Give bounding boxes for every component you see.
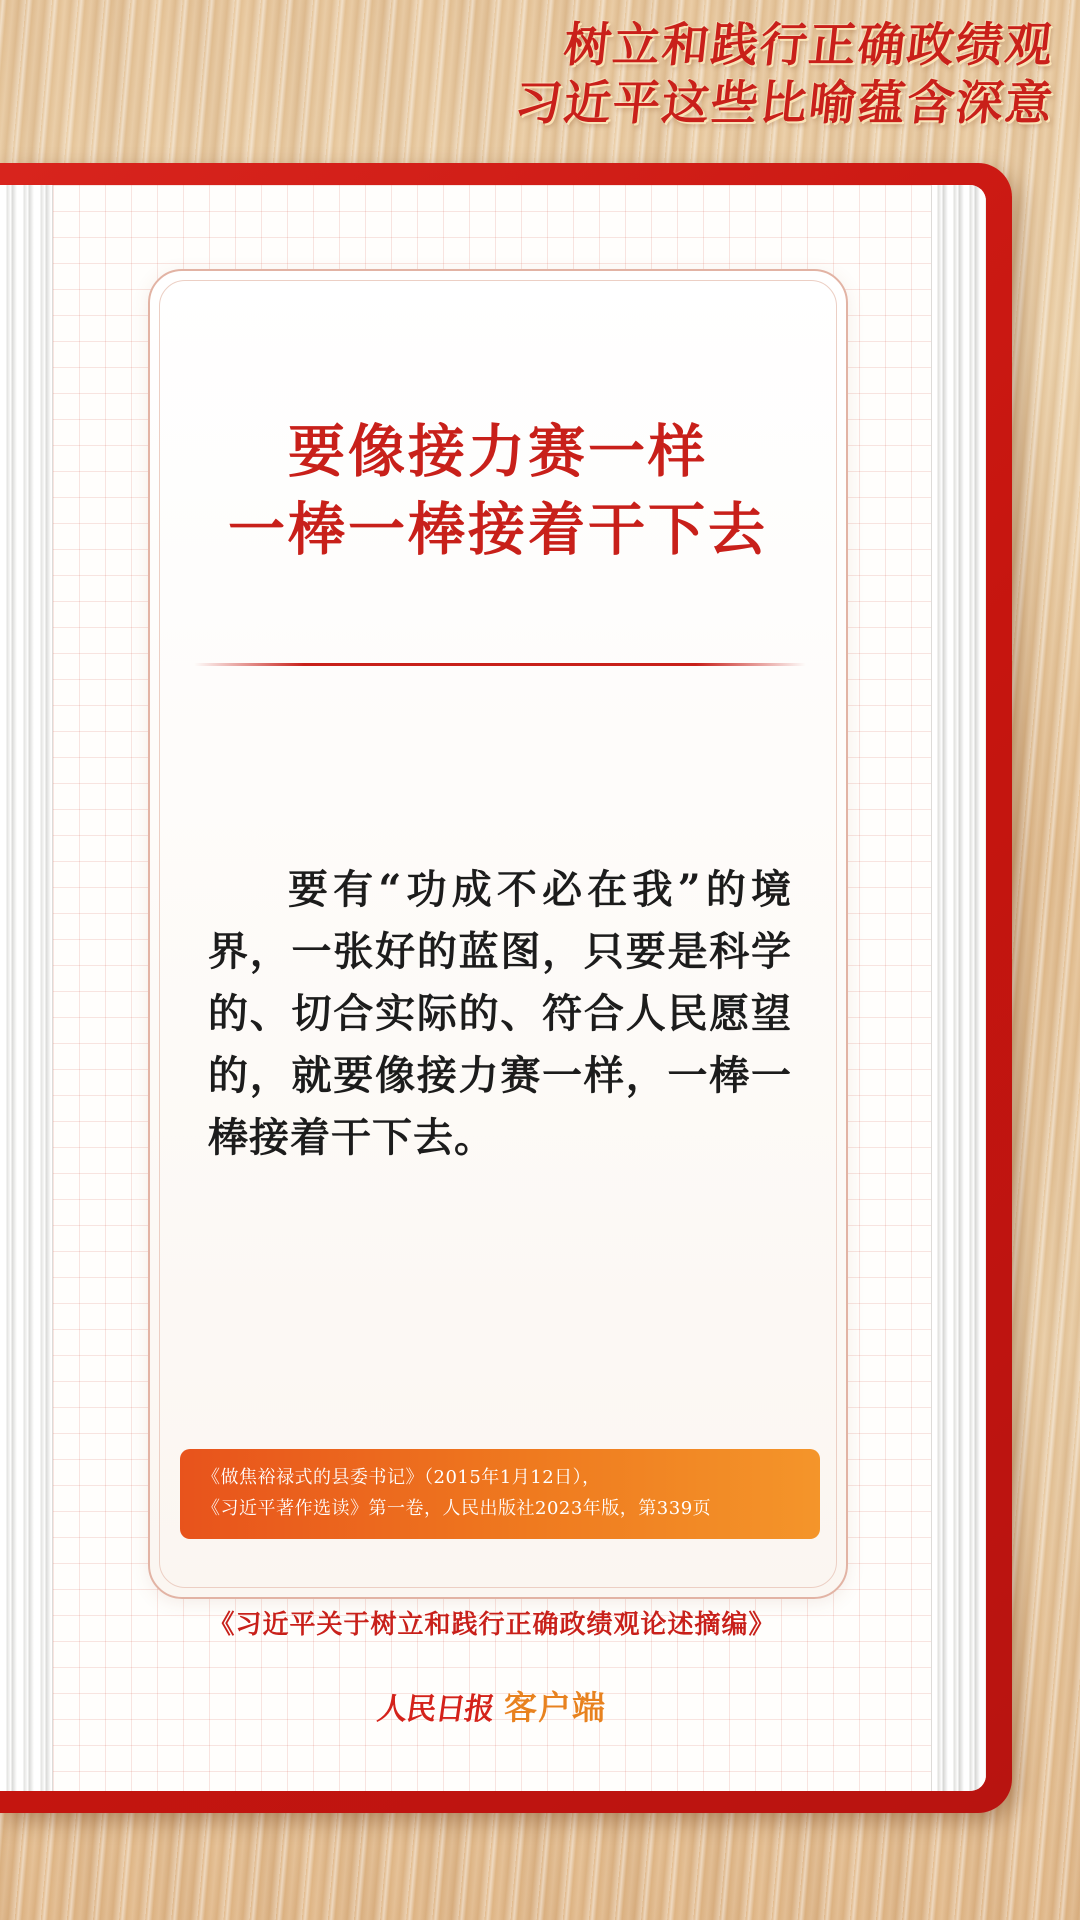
footnote-book-title: 《习近平关于树立和践行正确政绩观论述摘编》 bbox=[208, 1610, 776, 1640]
headline-divider bbox=[194, 663, 806, 666]
card-headline bbox=[150, 413, 846, 569]
source-citation bbox=[180, 1449, 820, 1539]
header-title-line-1: 树立和践行正确政绩观 bbox=[561, 18, 1057, 73]
poster-header bbox=[354, 0, 1057, 150]
page-edge-left bbox=[0, 185, 53, 1791]
source-citation-line-1: 《做焦裕禄式的县委书记》（2015年1月12日）， bbox=[202, 1467, 601, 1488]
publisher-logo bbox=[53, 1682, 931, 1729]
card-headline-line-2: 一棒一棒接着干下去 bbox=[228, 496, 768, 563]
page-edge-right bbox=[931, 185, 986, 1791]
paper-stack bbox=[0, 185, 986, 1791]
card-headline-line-1: 要像接力赛一样 bbox=[288, 418, 708, 485]
source-citation-line-2: 《习近平著作选读》第一卷，人民出版社2023年版，第339页 bbox=[202, 1498, 712, 1519]
red-frame bbox=[0, 163, 1012, 1813]
header-title-line-2: 习近平这些比喻蕴含深意 bbox=[512, 76, 1057, 131]
peoples-daily-logo-mark: 人民日报 bbox=[375, 1691, 496, 1727]
quote-text: 要有“功成不必在我”的境界，一张好的蓝图，只要是科学的、切合实际的、符合人民愿望的，就要像接力赛一样，一棒一棒接着干下去。 bbox=[208, 866, 792, 1161]
quote-card bbox=[148, 269, 848, 1599]
peoples-daily-logo-text: 客户端 bbox=[504, 1688, 606, 1727]
